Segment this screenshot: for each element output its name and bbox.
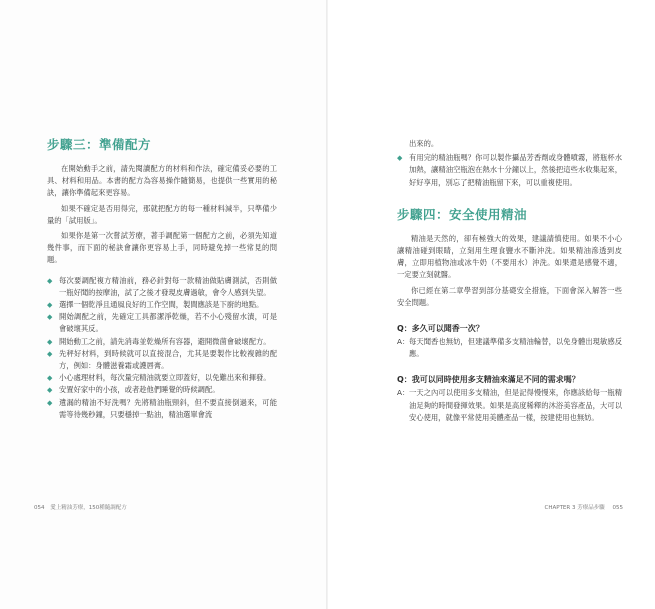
page-number: 055 — [612, 505, 623, 511]
bullet-icon: ◆ — [47, 374, 53, 383]
list-item: ◆ 先秤好材料，到時候就可以直接混合，尤其是要製作比較複雜的配方，例如：身體滋養霜或護唇膏。 — [47, 348, 277, 371]
list-item: ◆ 開始調配之前，先確定工具都潔淨乾燥，若不小心殘留水漬，可是會破壞其反。 — [47, 312, 277, 334]
footer-right — [545, 503, 623, 511]
bullet-icon: ◆ — [47, 386, 53, 395]
question: Q：我可以同時使用多支精油來滿足不同的需求嗎？ — [397, 375, 580, 385]
list-item: ◆ 安置好家中的小孩，或者趁他們睡覺的時候調配。 — [47, 384, 277, 396]
section-title-step3: 步驟三：準備配方 — [47, 137, 152, 152]
bullet-icon: ◆ — [47, 313, 53, 322]
answer: A： 每天聞香也無妨，但建議準備多支精油輪替，以免身體出現敏感反應。 — [397, 337, 622, 359]
book-spine — [326, 0, 328, 609]
right-column — [397, 138, 622, 424]
bullet-icon: ◆ — [47, 337, 53, 346]
tips-list — [47, 275, 277, 421]
list-item: ◆ 每次要調配複方精油前，務必針對每一款精油做貼膚測試，否則做一瓶好聞的按摩油，試了之後才發現皮膚過敏，會令人感到失望。 — [47, 275, 277, 297]
paragraph: 精油是天然的，卻有極強大的效果，建議請慎使用。如果不小心讓精油碰到眼睛，立刻用生理食鹽水不斷沖洗。如果精油滲透到皮膚，立即用植物油或冰牛奶（不要用水）沖洗。如果還是感覺不適，一定要立刻就醫。 — [397, 233, 622, 280]
tips-list-continued — [397, 152, 622, 189]
footer-left — [34, 503, 127, 511]
section-title-step4: 步驟四：安全使用精油 — [397, 206, 528, 222]
continued-text: 出來的。 — [409, 139, 439, 148]
list-item: ◆ 開始動工之前，請先消毒並乾燥所有容器，避開微菌會破壞配方。 — [47, 336, 277, 348]
bullet-icon: ◆ — [47, 301, 53, 310]
paragraph: 在開始動手之前，請先閱讀配方的材料和作法，確定備妥必要的工具、材料和用品。本書的配方為容易操作隨簡易，也提供一些實用的秘訣，讓你準備起來更容易。 — [47, 164, 277, 198]
bullet-icon: ◆ — [397, 154, 403, 163]
list-item: ◆ 遺漏的精油不好洗嗎？先將精油瓶頸斜，但不要直接倒過來，可能需等待幾秒鐘，只要穩掉一點油，精油選單會流 — [47, 397, 277, 419]
book-title: 愛上精油芳療，150種隨調配方 — [50, 505, 127, 511]
answer: A： 一天之內可以使用多支精油，但是記得慢慢來，你應該給每一瓶精油足夠的時間發揮效果。如果是高度稀釋的沐浴美容產品，大可以安心使用，就像平常使用美體產品一樣，按建使用也無妨。 — [397, 388, 622, 422]
chapter-title: 芳療品步驟 — [577, 505, 605, 511]
answer-label: A： — [397, 337, 410, 347]
chapter-label: CHAPTER 3 — [544, 505, 576, 511]
list-item: ◆ 選擇一個乾淨且通風良好的工作空間，製間應該是下廚的地點。 — [47, 299, 277, 311]
answer-label: A： — [397, 388, 410, 398]
paragraph: 如果不確定是否用得完，那就把配方的每一種材料減半，只準備少量的「試用版」。 — [47, 203, 277, 225]
list-item: ◆ 小心處理材料，每次量完精油就要立即蓋好，以免難出來和揮發。 — [47, 372, 277, 384]
paragraph: 你已經在第二章學習到部分基礎安全措施，下面會深入解答一些安全問題。 — [397, 285, 622, 307]
paragraph: 如果你是第一次嘗試芳療，著手調配第一個配方之前，必須先知道幾件事，而下面的秘訣會讓你更容易上手，同時避免掉一些常見的問題。 — [47, 231, 277, 265]
bullet-icon: ◆ — [47, 398, 53, 407]
list-item: ◆ 有用完的精油瓶嗎？你可以製作攝品芳香劑或身體噴霧，將瓶杯水加熱，讓精油空瓶泡在熱水十分鐘以上，然後把這些水收集起來，好好享用，別忘了把精油瓶留下來，可以重複使用。 — [397, 153, 622, 187]
left-column — [47, 135, 277, 421]
page-number: 054 — [34, 505, 45, 511]
question: Q：多久可以聞香一次？ — [397, 324, 484, 334]
bullet-icon: ◆ — [47, 349, 53, 358]
bullet-icon: ◆ — [47, 276, 53, 285]
